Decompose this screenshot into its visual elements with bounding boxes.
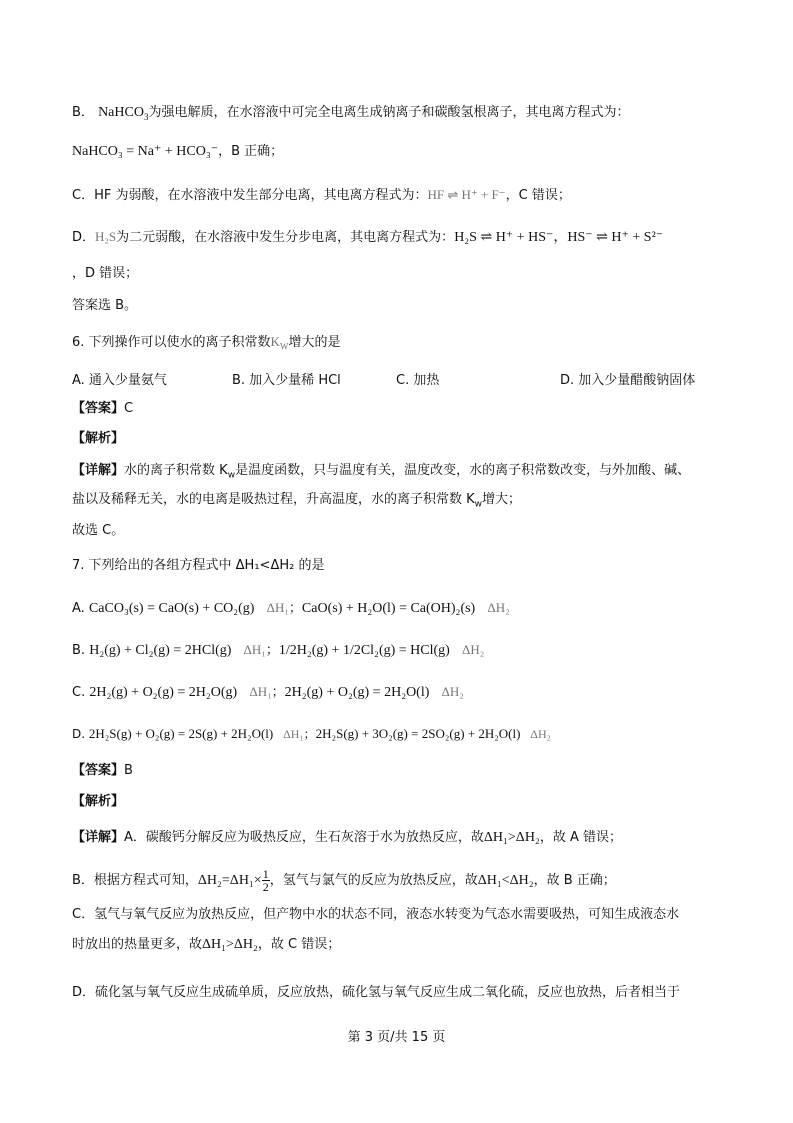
q5-option-b bbox=[72, 104, 629, 122]
q6-option-b: B. 加入少量稀 HCl bbox=[232, 373, 341, 388]
option-label: A. bbox=[72, 601, 85, 616]
detail-tag: 【详解】 bbox=[72, 830, 125, 845]
q6-option-c: C. 加热 bbox=[396, 373, 440, 388]
nahco3-formula: NaHCO$_3$ bbox=[98, 105, 149, 122]
separator: ； bbox=[265, 643, 279, 658]
option-label: D． bbox=[72, 230, 96, 245]
delta-relation: ΔH₁<ΔH₂ bbox=[477, 873, 534, 888]
q7-detail-c-line2 bbox=[72, 936, 340, 954]
q6-detail-line1 bbox=[72, 462, 690, 480]
q7-detail-c-line1: C．氢气与氧气反应为放热反应，但产物中水的状态不同，液态水转变为气态水需要吸热，可知生成液态水 bbox=[72, 907, 680, 922]
option-label: D. bbox=[72, 727, 86, 741]
delta-h2: ΔH₂ bbox=[461, 642, 485, 657]
detail-verdict: ，故 B 正确； bbox=[533, 873, 616, 888]
detail-text: 时放出的热量更多，故 bbox=[72, 937, 203, 952]
delta-h1: ΔH₁ bbox=[249, 684, 272, 699]
q7-answer bbox=[72, 762, 133, 780]
option-text: 为二元弱酸，在水溶液中发生分步电离，其电离方程式为： bbox=[116, 230, 455, 245]
equation-1: H₂(g) + Cl₂(g) = 2HCl(g) bbox=[89, 643, 232, 658]
delta-h1: ΔH₁ bbox=[283, 727, 304, 741]
analysis-tag: 【解析】 bbox=[72, 431, 125, 446]
q5-option-b-equation bbox=[72, 143, 283, 161]
answer-value: C bbox=[124, 401, 134, 416]
option-text: 为强电解质，在水溶液中可完全电离生成钠离子和碳酸氢根离子，其电离方程式为： bbox=[148, 105, 630, 120]
q7-option-b bbox=[72, 641, 484, 660]
page-number-footer: 第 3 页/共 15 页 bbox=[347, 1030, 446, 1045]
option-text: C．HF 为弱酸，在水溶液中发生部分电离，其电离方程式为： bbox=[72, 188, 428, 203]
q6-answer bbox=[72, 400, 133, 418]
equation-1: 2H₂S(g) + O₂(g) = 2S(g) + 2H₂O(l) bbox=[88, 726, 274, 741]
delta-relation: ΔH₁>ΔH₂ bbox=[202, 937, 258, 952]
delta-relation: ΔH₁>ΔH₂ bbox=[483, 830, 540, 845]
q6-stem bbox=[72, 333, 340, 352]
option-verdict: ，C 错误； bbox=[505, 188, 571, 203]
q6-analysis-tag bbox=[72, 430, 124, 448]
equation-2: 1/2H₂(g) + 1/2Cl₂(g) = HCl(g) bbox=[278, 643, 450, 658]
detail-text: 水的离子积常数 K bbox=[124, 463, 228, 478]
detail-text: 盐以及稀释无关，水的电离是吸热过程，升高温度，水的离子积常数 K bbox=[72, 492, 475, 507]
ionization-equation: NaHCO₃ = Na⁺ + HCO₃⁻ bbox=[72, 144, 219, 159]
delta-h1: ΔH₁ bbox=[266, 600, 289, 615]
q6-conclusion: 故选 C。 bbox=[72, 523, 125, 538]
answer-tag: 【答案】 bbox=[72, 401, 125, 416]
detail-verdict: ，故 A 错误； bbox=[539, 830, 622, 845]
q5-option-d bbox=[72, 228, 663, 247]
fraction-half: $\frac{1}{2}$ bbox=[262, 867, 269, 894]
question-text-end: 增大的是 bbox=[288, 335, 341, 350]
detail-text: B．根据方程式可知， bbox=[72, 873, 198, 888]
answer-tag: 【答案】 bbox=[72, 763, 125, 778]
h2s-formula: H₂S bbox=[95, 229, 117, 244]
equation-1: CaCO₃(s) = CaO(s) + CO₂(g) bbox=[88, 601, 255, 616]
question-text: 6. 下列操作可以使水的离子积常数 bbox=[72, 335, 271, 350]
ionization-equation: H₂S ⇌ H⁺ + HS⁻，HS⁻ ⇌ H⁺ + S²⁻ bbox=[454, 230, 664, 245]
detail-tag: 【详解】 bbox=[72, 463, 125, 478]
detail-text-cont: 增大； bbox=[482, 492, 522, 507]
q7-analysis-tag bbox=[72, 793, 124, 811]
kw-subscript: w bbox=[474, 499, 483, 510]
q7-detail-d: D．硫化氢与氧气反应生成硫单质，反应放热，硫化氢与氧气反应生成二氧化硫，反应也放热，后者相当于 bbox=[72, 985, 681, 1000]
option-verdict: ，D 错误； bbox=[72, 266, 139, 281]
detail-text-cont: 是温度函数，只与温度有关，温度改变，水的离子积常数改变，与外加酸、碱、 bbox=[235, 463, 691, 478]
option-verdict: ，B 正确； bbox=[218, 144, 284, 159]
q6-option-d: D. 加入少量醋酸钠固体 bbox=[560, 373, 696, 388]
q7-option-c bbox=[72, 683, 464, 702]
ionization-equation: HF ⇌ H⁺ + F⁻ bbox=[427, 187, 506, 202]
q7-option-d bbox=[72, 725, 551, 743]
separator: ； bbox=[288, 601, 302, 616]
equation-1: 2H₂(g) + O₂(g) = 2H₂O(g) bbox=[89, 685, 238, 700]
q7-option-a bbox=[72, 599, 510, 618]
separator: ； bbox=[303, 727, 316, 741]
delta-h2: ΔH₂ bbox=[487, 600, 510, 615]
q6-option-a: A. 通入少量氨气 bbox=[72, 373, 167, 388]
q6-detail-line2 bbox=[72, 491, 521, 509]
delta-h2: ΔH₂ bbox=[441, 684, 464, 699]
option-label: C. bbox=[72, 685, 86, 700]
q7-detail-b bbox=[72, 868, 616, 893]
kw-subscript: w bbox=[227, 470, 236, 481]
q5-answer-line: 答案选 B。 bbox=[72, 298, 138, 313]
option-label: B. bbox=[72, 643, 86, 658]
equation-2: 2H₂S(g) + 3O₂(g) = 2SO₂(g) + 2H₂O(l) bbox=[315, 726, 521, 741]
delta-h1: ΔH₁ bbox=[243, 642, 266, 657]
detail-text-mid: ，氢气与氯气的反应为放热反应，故 bbox=[269, 873, 478, 888]
answer-value: B bbox=[124, 763, 133, 778]
option-label: B． bbox=[72, 105, 94, 120]
delta-equation: ΔH₂=ΔH₁× bbox=[197, 873, 262, 888]
q5-option-d-verdict bbox=[72, 265, 138, 283]
q5-option-c bbox=[72, 186, 571, 205]
q7-stem: 7. 下列给出的各组方程式中 ΔH₁<ΔH₂ 的是 bbox=[72, 558, 325, 573]
equation-2: CaO(s) + H₂O(l) = Ca(OH)₂(s) bbox=[301, 601, 476, 616]
separator: ； bbox=[271, 685, 285, 700]
equation-2: 2H₂(g) + O₂(g) = 2H₂O(l) bbox=[284, 685, 430, 700]
detail-verdict: ，故 C 错误； bbox=[257, 937, 341, 952]
q7-detail-a bbox=[72, 829, 622, 847]
detail-text: A．碳酸钙分解反应为吸热反应，生石灰溶于水为放热反应，故 bbox=[124, 830, 484, 845]
kw-symbol: $K_W$ bbox=[270, 334, 289, 352]
analysis-tag: 【解析】 bbox=[72, 794, 125, 809]
delta-h2: ΔH₂ bbox=[530, 727, 551, 741]
